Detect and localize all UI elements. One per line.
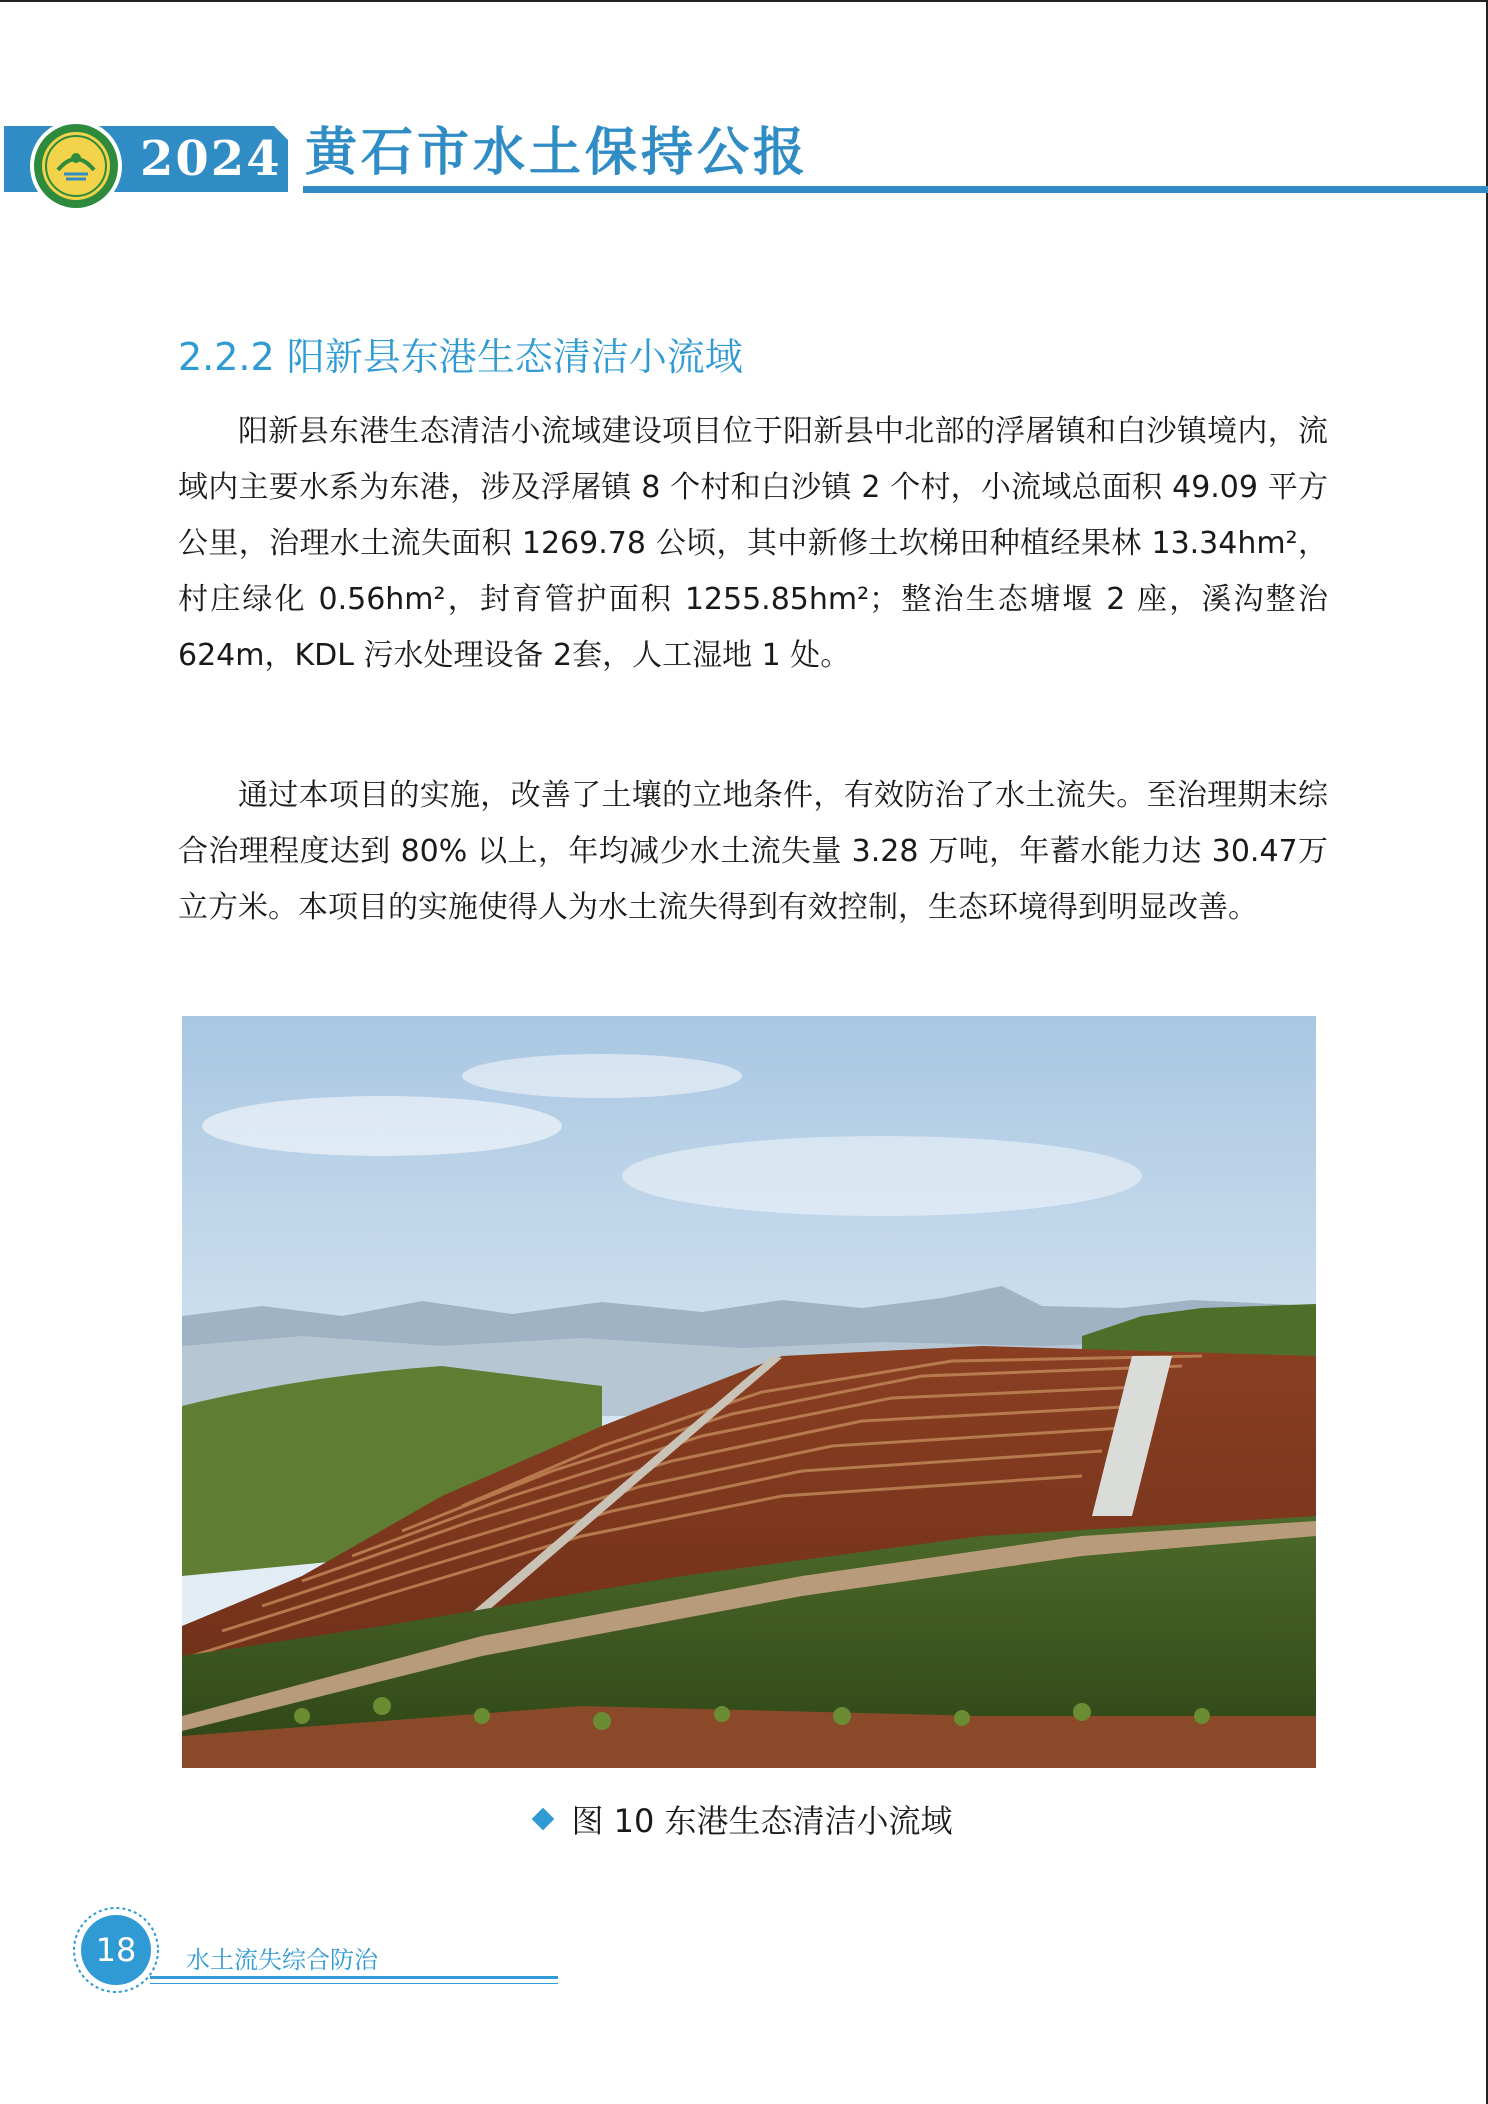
diamond-icon: [532, 1808, 555, 1831]
footer-rule: [150, 1976, 558, 1979]
body-paragraph-2: 通过本项目的实施，改善了土壤的立地条件，有效防治了水土流失。至治理期末综合治理程度达到 80% 以上，年均减少水土流失量 3.28 万吨，年蓄水能力达 30.47万立方米。本项目的实施使得人为水土流失得到有效控制，生态环境得到明显改善。: [178, 778, 1328, 925]
header-rule: [303, 186, 1488, 193]
terraced-hillside-photo: [182, 1016, 1316, 1768]
page-border-top: [0, 0, 1488, 2]
page-number: 18: [95, 1931, 137, 1969]
report-year: 2024: [140, 131, 282, 187]
body-paragraph-1: 阳新县东港生态清洁小流域建设项目位于阳新县中北部的浮屠镇和白沙镇境内，流域内主要水系为东港，涉及浮屠镇 8 个村和白沙镇 2 个村，小流域总面积 49.09 平方公里，治理水土流失面积 1269.78 公顷，其中新修土坎梯田种植经果林 13.34hm²，村庄绿化 0.56hm²，封育管护面积 1255.85hm²；整治生态塘堰 2 座，溪沟整治 624m，KDL 污水处理设备 2套，人工湿地 1 处。: [178, 414, 1328, 673]
figure-caption: [0, 1796, 1488, 1842]
water-conservation-emblem-icon: [28, 118, 124, 214]
footer-rule-thin: [150, 1983, 558, 1984]
chapter-label: 水土流失综合防治: [186, 1946, 378, 1974]
report-title: 黄石市水土保持公报: [305, 122, 810, 183]
section-heading: 2.2.2 阳新县东港生态清洁小流域: [178, 335, 743, 379]
figure-caption-text: 图 10 东港生态清洁小流域: [571, 1802, 953, 1840]
